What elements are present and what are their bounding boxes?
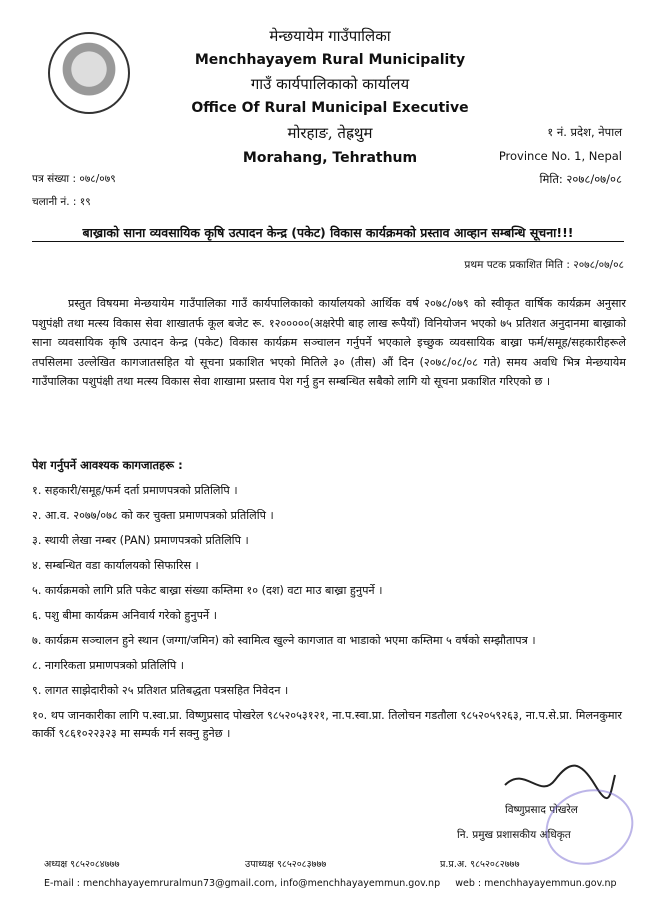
list-item: १०. थप जानकारीका लागि प.स्वा.प्रा. विष्णुप्रसाद पोखरेल ९८५२०५३१२१, ना.प.स्वा.प्रा. तिलोचन गडतौला ९८५२०५९२६३, ना.प.से.प्रा. मिलनकुमार कार्की ९८६१०२२३२३ मा सम्पर्क गर्न सक्नु हुनेछ । bbox=[32, 709, 623, 740]
dispatch-number: चलानी नं. : १९ bbox=[32, 196, 91, 208]
letter-number: पत्र संख्या : ०७८/०७९ bbox=[32, 173, 116, 185]
office-name-english: Menchhayayem Rural Municipality bbox=[194, 52, 466, 68]
municipality-logo bbox=[48, 32, 130, 114]
documents-list bbox=[32, 482, 626, 750]
cao-contact: प्र.प्र.अ. ९८५२०८२७७७ bbox=[440, 859, 520, 870]
office-name-nepali: मेन्छयायेम गाउँपालिका bbox=[269, 27, 391, 45]
notice-title: बाख्राको साना व्यवसायिक कृषि उत्पादन केन्द्र (पकेट) विकास कार्यक्रमको प्रस्ताव आव्हान सम्बन्धि सूचना!!! bbox=[32, 224, 624, 242]
list-item: ४. सम्बन्धित वडा कार्यालयको सिफारिस । bbox=[32, 559, 199, 572]
executive-name-nepali: गाउँ कार्यपालिकाको कार्यालय bbox=[250, 75, 410, 93]
list-item: ३. स्थायी लेखा नम्बर (PAN) प्रमाणपत्रको प्रतिलिपि । bbox=[32, 534, 249, 547]
date: मिति: २०७८/०७/०८ bbox=[539, 172, 622, 186]
province-nepali: १ नं. प्रदेश, नेपाल bbox=[547, 125, 622, 139]
vice-contact: उपाध्यक्ष ९८५२०८३७७७ bbox=[245, 859, 327, 870]
documents-heading: पेश गर्नुपर्ने आवश्यक कागजातहरू : bbox=[32, 458, 183, 472]
signatory-role: नि. प्रमुख प्रशासकीय अधिकृत bbox=[457, 829, 571, 841]
list-item: २. आ.व. २०७७/०७८ को कर चुक्ता प्रमाणपत्रको प्रतिलिपि । bbox=[32, 509, 274, 522]
list-item: ७. कार्यक्रम सञ्चालन हुने स्थान (जग्गा/जमिन) को स्वामित्व खुल्ने कागजात वा भाडाको भएमा कम्तिमा ५ वर्षको सम्झौतापत्र । bbox=[32, 634, 536, 647]
province-english: Province No. 1, Nepal bbox=[498, 149, 622, 163]
place-english: Morahang, Tehrathum bbox=[242, 150, 418, 166]
list-item: १. सहकारी/समूह/फर्म दर्ता प्रमाणपत्रको प्रतिलिपि । bbox=[32, 484, 238, 497]
place-nepali: मोरहाङ, तेह्रथुम bbox=[287, 124, 373, 142]
contact-emails: E-mail : menchhayayemruralmun73@gmail.com, info@menchhayayemmun.gov.np web : menchhayayemmun.gov.np bbox=[44, 878, 617, 889]
list-item: ९. लागत साझेदारीको २५ प्रतिशत प्रतिबद्धता पत्रसहित निवेदन । bbox=[32, 684, 289, 697]
list-item: ८. नागरिकता प्रमाणपत्रको प्रतिलिपि । bbox=[32, 659, 185, 672]
chair-contact: अध्यक्ष ९८५२०८४७७७ bbox=[44, 859, 120, 870]
signatory-name: विष्णुप्रसाद पोखरेल bbox=[505, 804, 578, 816]
list-item: ५. कार्यक्रमको लागि प्रति पकेट बाख्रा संख्या कम्तिमा १० (दश) वटा माउ बाख्रा हुनुपर्ने । bbox=[32, 584, 383, 597]
list-item: ६. पशु बीमा कार्यक्रम अनिवार्य गरेको हुनुपर्ने । bbox=[32, 609, 217, 622]
published-date: प्रथम पटक प्रकाशित मिति : २०७८/०७/०८ bbox=[464, 259, 624, 271]
executive-name-english: Office Of Rural Municipal Executive bbox=[191, 100, 469, 116]
notice-paragraph: प्रस्तुत विषयमा मेन्छयायेम गाउँपालिका गाउँ कार्यपालिकाको कार्यालयको आर्थिक वर्ष २०७८/०७९ को स्वीकृत वार्षिक कार्यक्रम अनुसार पशुपंक्षी तथा मत्स्य विकास सेवा शाखातर्फ कूल बजेट रू. १२०००००(अक्षरेपी बाह लाख रूपैयाँ) विनियोजन भएको ७५ प्रतिशत अनुदानमा बाख्राको साना व्यवसायिक कृषि उत्पादन केन्द्र (पकेट) विकास कार्यक्रम सञ्चालन गर्नुपर्ने भएकाले इच्छुक व्यवसायिक बाख्रा फर्म/समूह/सहकारीहरूले तपसिलमा उल्लेखित कागजातसहित यो सूचना प्रकाशित भएको मितिले ३० (तीस) औं दिन (२०७८/०८/०८ गते) समय अवधि भित्र मेन्छयायेम गाउँपालिका पशुपंक्षी तथा मत्स्य विकास सेवा शाखामा प्रस्ताव पेश गर्नु हुन सम्बन्धित सबैको लागि यो सूचना प्रकाशित गरिएको छ । bbox=[32, 297, 626, 389]
